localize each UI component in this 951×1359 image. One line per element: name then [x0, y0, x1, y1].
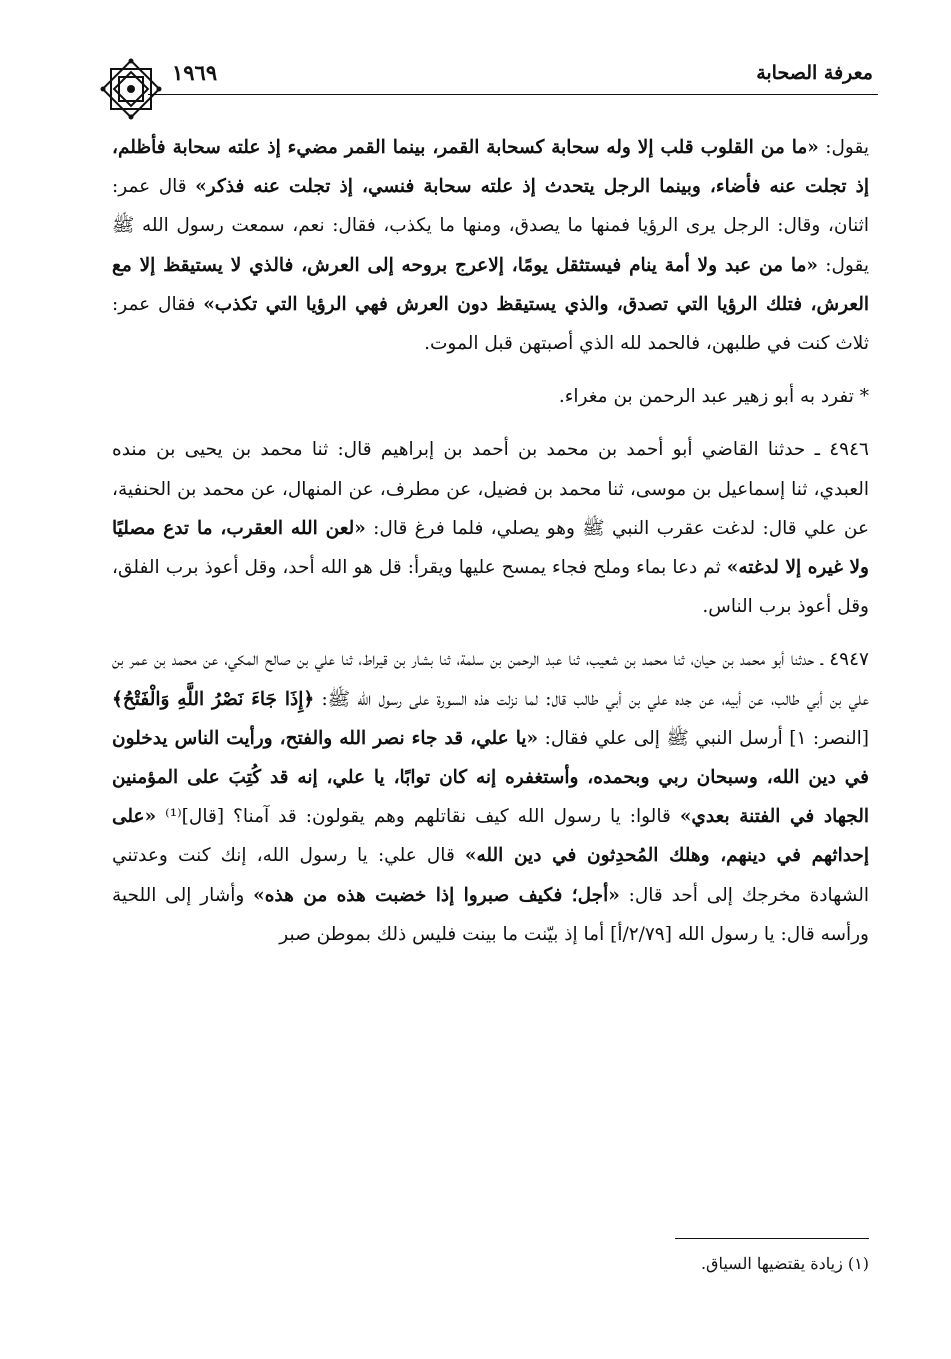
footnotes — [701, 1250, 869, 1278]
text-run: فقال عمر: ثلاث كنت في طلبهن، فالحمد لله الذي أصبتهن قبل الموت. — [112, 293, 869, 355]
text-run: قالوا: يا رسول الله كيف نقاتلهم وهم يقولون: قد آمنا؟ [قال]⁽¹⁾ — [156, 806, 680, 828]
page-number: ١٩٦٩ — [172, 60, 218, 85]
running-title: معرفة الصحابة — [756, 62, 873, 84]
quoted-text-bold: «على إحداثهم في دينهم، وهلك المُحدِثون في دين الله» — [112, 806, 869, 867]
quoted-text-bold: «لعن الله العقرب، ما تدع مصليًا ولا غيره إلا لدغته» — [112, 517, 869, 579]
quoted-text-bold: «أجل؛ فكيف صبروا إذا خضبت هذه من هذه» — [253, 884, 620, 906]
note-paragraph — [112, 377, 869, 416]
octagram-ornament-icon — [98, 56, 164, 122]
quoted-text-bold: «ما من القلوب قلب إلا وله سحابة كسحابة القمر، بينما القمر مضيء إذ علته سحابة فأظلم، إذ تجلت عنه فأضاء، وبينما الرجل يتحدث إذ علته سحابة فنسي، إذ تجلت عنه فذكر» — [112, 137, 870, 198]
text-run: قال عمر: اثنان، وقال: الرجل يرى الرؤيا فمنها ما يصدق، ومنها ما يكذب، فقال: نعم، سمعت رسول الله ﷺ يقول: — [112, 176, 869, 276]
text-paragraph — [112, 430, 869, 626]
text-run: * تفرد به أبو زهير عبد الرحمن بن مغراء. — [558, 386, 869, 408]
text-run: ٤٩٤٧ ـ حدثنا أبو محمد بن حيان، ثنا محمد بن شعيب، ثنا عبد الرحمن بن سلمة، ثنا بشار بن قيراط، ثنا علي بن صالح المكي، عن محمد بن عمر بن علي بن أبي طالب، عن أبيه، عن جده علي بن أبي طالب قال: لما نزلت هذه السورة على رسول الله ﷺ: — [112, 649, 869, 710]
text-run: [النصر: ١] أرسل النبي ﷺ إلى علي فقال: — [538, 727, 869, 749]
text-run: ثم دعا بماء وملح فجاء يمسح عليها ويقرأ: قل هو الله أحد، وقل أعوذ برب الفلق، وقل أعوذ برب الناس. — [112, 557, 869, 618]
main-text — [112, 128, 869, 954]
text-paragraph — [112, 640, 869, 954]
quoted-text-bold: ﴿إِذَا جَاءَ نَصْرُ اللَّهِ وَالْفَتْحُ﴾ — [112, 688, 315, 710]
footnote: (١) زيادة يقتضيها السياق. — [700, 1254, 869, 1273]
text-run: وأشار إلى اللحية ورأسه قال: يا رسول الله [٢/٧٩/أ] أما إذ بيّنت ما بينت فليس ذلك بموطن صبر — [112, 884, 869, 945]
text-run: يقول: — [818, 137, 869, 158]
footnote-rule — [675, 1238, 869, 1239]
text-paragraph — [112, 128, 869, 363]
header-rule — [148, 94, 878, 95]
text-run: ٤٩٤٦ ـ حدثنا القاضي أبو أحمد بن محمد بن أحمد بن إبراهيم قال: ثنا محمد بن يحيى بن منده العبدي، ثنا إسماعيل بن موسى، ثنا محمد بن فضيل، عن مطرف، عن المنهال، عن محمد بن الحنفية، عن علي قال: لدغت عقرب النبي ﷺ وهو يصلي، فلما فرغ قال: — [112, 439, 870, 539]
text-run: قال علي: يا رسول الله، إنك كنت وعدتني الشهادة مخرجك إلى أحد قال: — [112, 845, 869, 906]
quoted-text-bold: «يا علي، قد جاء نصر الله والفتح، ورأيت الناس يدخلون في دين الله، وسبحان ربي وبحمده، وأستغفره إنه كان توابًا، يا علي، إنه قد كُتِبَ على المؤمنين الجهاد في الفتنة بعدي» — [112, 727, 869, 828]
quoted-text-bold: «ما من عبد ولا أمة ينام فيستثقل يومًا، إلاعرج بروحه إلى العرش، فالذي لا يستيقظ إلا مع العرش، فتلك الرؤيا التي تصدق، والذي يستيقظ دون العرش فهي الرؤيا التي تكذب» — [112, 254, 869, 315]
